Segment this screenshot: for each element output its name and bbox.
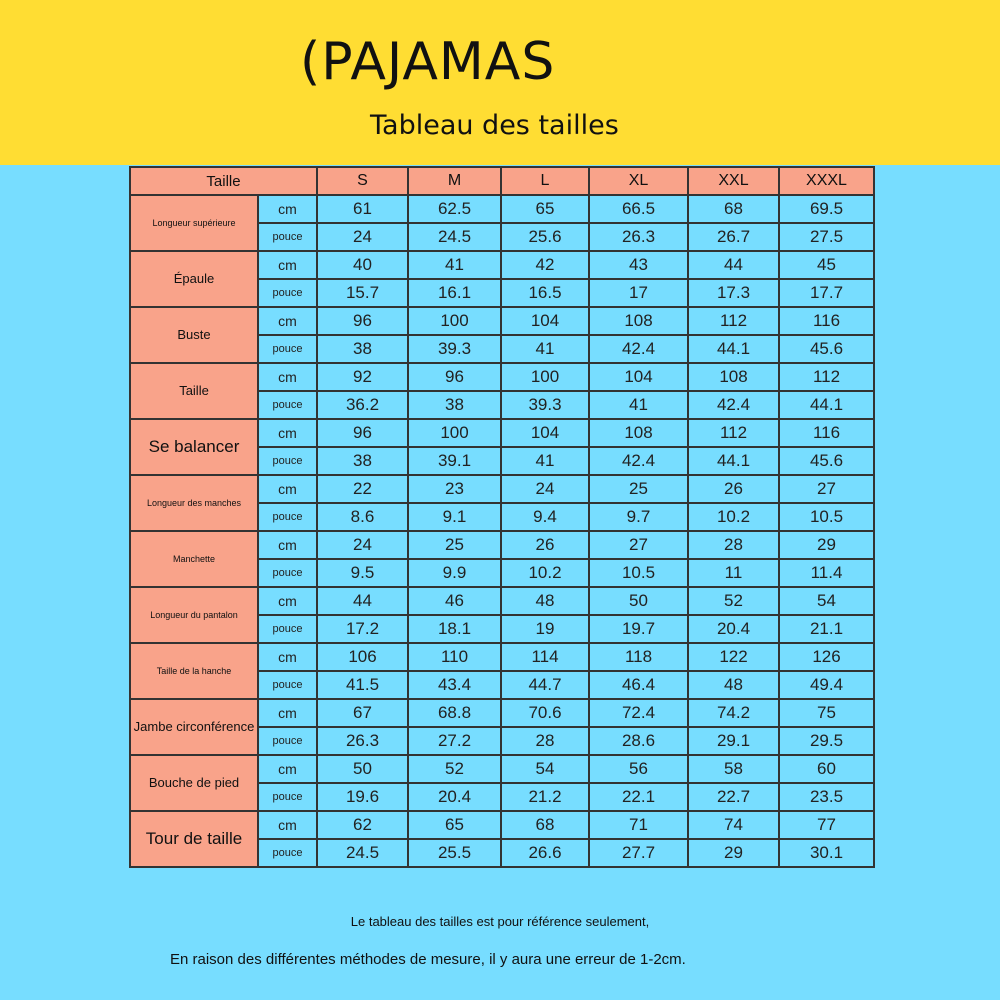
value-cell: 27.2 (408, 727, 501, 755)
value-cell: 96 (317, 307, 408, 335)
size-header: XL (589, 167, 688, 195)
value-cell: 22 (317, 475, 408, 503)
size-header: L (501, 167, 589, 195)
value-cell: 61 (317, 195, 408, 223)
value-cell: 108 (589, 307, 688, 335)
value-cell: 25.5 (408, 839, 501, 867)
table-row (130, 195, 874, 223)
unit-label: cm (258, 699, 317, 727)
value-cell: 22.7 (688, 783, 779, 811)
value-cell: 104 (501, 419, 589, 447)
measurement-label: Tour de taille (130, 811, 258, 867)
table-header-row (130, 167, 874, 195)
table-row (130, 475, 874, 503)
value-cell: 65 (408, 811, 501, 839)
unit-label: pouce (258, 503, 317, 531)
value-cell: 9.7 (589, 503, 688, 531)
value-cell: 43 (589, 251, 688, 279)
value-cell: 122 (688, 643, 779, 671)
value-cell: 44.1 (688, 335, 779, 363)
value-cell: 11.4 (779, 559, 874, 587)
value-cell: 70.6 (501, 699, 589, 727)
measurement-label: Se balancer (130, 419, 258, 475)
table-row (130, 755, 874, 783)
value-cell: 17 (589, 279, 688, 307)
value-cell: 19 (501, 615, 589, 643)
value-cell: 104 (589, 363, 688, 391)
value-cell: 58 (688, 755, 779, 783)
unit-label: cm (258, 251, 317, 279)
unit-label: cm (258, 419, 317, 447)
value-cell: 24 (317, 223, 408, 251)
value-cell: 30.1 (779, 839, 874, 867)
value-cell: 50 (589, 587, 688, 615)
page-subtitle: Tableau des tailles (370, 110, 619, 141)
size-header: XXXL (779, 167, 874, 195)
value-cell: 118 (589, 643, 688, 671)
value-cell: 29.1 (688, 727, 779, 755)
value-cell: 24.5 (408, 223, 501, 251)
value-cell: 39.3 (501, 391, 589, 419)
table-row (130, 251, 874, 279)
value-cell: 38 (408, 391, 501, 419)
table-row (130, 587, 874, 615)
unit-label: pouce (258, 223, 317, 251)
value-cell: 11 (688, 559, 779, 587)
unit-label: cm (258, 811, 317, 839)
table-row (130, 699, 874, 727)
value-cell: 65 (501, 195, 589, 223)
value-cell: 54 (501, 755, 589, 783)
value-cell: 41 (589, 391, 688, 419)
value-cell: 9.5 (317, 559, 408, 587)
unit-label: pouce (258, 727, 317, 755)
value-cell: 10.5 (589, 559, 688, 587)
value-cell: 112 (779, 363, 874, 391)
value-cell: 29.5 (779, 727, 874, 755)
value-cell: 100 (408, 419, 501, 447)
value-cell: 45 (779, 251, 874, 279)
value-cell: 44.7 (501, 671, 589, 699)
value-cell: 29 (688, 839, 779, 867)
unit-label: cm (258, 307, 317, 335)
value-cell: 9.4 (501, 503, 589, 531)
value-cell: 46.4 (589, 671, 688, 699)
measurement-label: Manchette (130, 531, 258, 587)
value-cell: 26.7 (688, 223, 779, 251)
value-cell: 108 (589, 419, 688, 447)
value-cell: 40 (317, 251, 408, 279)
unit-label: pouce (258, 335, 317, 363)
value-cell: 17.2 (317, 615, 408, 643)
value-cell: 114 (501, 643, 589, 671)
value-cell: 27 (589, 531, 688, 559)
measurement-label: Taille (130, 363, 258, 419)
value-cell: 42.4 (589, 447, 688, 475)
value-cell: 48 (688, 671, 779, 699)
value-cell: 15.7 (317, 279, 408, 307)
value-cell: 26 (688, 475, 779, 503)
value-cell: 25.6 (501, 223, 589, 251)
value-cell: 69.5 (779, 195, 874, 223)
value-cell: 49.4 (779, 671, 874, 699)
value-cell: 45.6 (779, 335, 874, 363)
value-cell: 9.9 (408, 559, 501, 587)
value-cell: 24 (501, 475, 589, 503)
unit-label: cm (258, 755, 317, 783)
measurement-label: Jambe circonférence (130, 699, 258, 755)
value-cell: 44 (317, 587, 408, 615)
value-cell: 50 (317, 755, 408, 783)
unit-label: pouce (258, 447, 317, 475)
value-cell: 68 (501, 811, 589, 839)
table-row (130, 419, 874, 447)
value-cell: 112 (688, 307, 779, 335)
value-cell: 28 (688, 531, 779, 559)
value-cell: 126 (779, 643, 874, 671)
value-cell: 20.4 (688, 615, 779, 643)
value-cell: 45.6 (779, 447, 874, 475)
value-cell: 48 (501, 587, 589, 615)
value-cell: 41.5 (317, 671, 408, 699)
value-cell: 68.8 (408, 699, 501, 727)
value-cell: 112 (688, 419, 779, 447)
value-cell: 42.4 (688, 391, 779, 419)
value-cell: 68 (688, 195, 779, 223)
value-cell: 41 (408, 251, 501, 279)
unit-label: pouce (258, 615, 317, 643)
unit-label: pouce (258, 783, 317, 811)
footer-note-error: En raison des différentes méthodes de mesure, il y aura une erreur de 1-2cm. (170, 951, 686, 968)
table-row (130, 307, 874, 335)
table-row (130, 363, 874, 391)
value-cell: 27.7 (589, 839, 688, 867)
unit-label: cm (258, 587, 317, 615)
unit-label: pouce (258, 559, 317, 587)
unit-label: pouce (258, 671, 317, 699)
value-cell: 23.5 (779, 783, 874, 811)
size-header: S (317, 167, 408, 195)
unit-label: cm (258, 363, 317, 391)
value-cell: 56 (589, 755, 688, 783)
value-cell: 8.6 (317, 503, 408, 531)
unit-label: cm (258, 531, 317, 559)
value-cell: 106 (317, 643, 408, 671)
value-cell: 29 (779, 531, 874, 559)
unit-label: cm (258, 195, 317, 223)
measurement-label: Bouche de pied (130, 755, 258, 811)
value-cell: 104 (501, 307, 589, 335)
measurement-label: Buste (130, 307, 258, 363)
value-cell: 62.5 (408, 195, 501, 223)
value-cell: 16.1 (408, 279, 501, 307)
size-header: M (408, 167, 501, 195)
value-cell: 24.5 (317, 839, 408, 867)
value-cell: 16.5 (501, 279, 589, 307)
value-cell: 22.1 (589, 783, 688, 811)
value-cell: 10.2 (501, 559, 589, 587)
value-cell: 96 (317, 419, 408, 447)
value-cell: 44.1 (779, 391, 874, 419)
value-cell: 10.2 (688, 503, 779, 531)
value-cell: 110 (408, 643, 501, 671)
value-cell: 46 (408, 587, 501, 615)
corner-header: Taille (130, 167, 317, 195)
value-cell: 9.1 (408, 503, 501, 531)
value-cell: 44 (688, 251, 779, 279)
page-title: (PAJAMAS (300, 32, 556, 92)
value-cell: 43.4 (408, 671, 501, 699)
measurement-label: Épaule (130, 251, 258, 307)
value-cell: 19.7 (589, 615, 688, 643)
value-cell: 10.5 (779, 503, 874, 531)
value-cell: 23 (408, 475, 501, 503)
value-cell: 24 (317, 531, 408, 559)
value-cell: 19.6 (317, 783, 408, 811)
value-cell: 62 (317, 811, 408, 839)
value-cell: 60 (779, 755, 874, 783)
value-cell: 39.3 (408, 335, 501, 363)
value-cell: 42.4 (589, 335, 688, 363)
value-cell: 25 (408, 531, 501, 559)
value-cell: 44.1 (688, 447, 779, 475)
value-cell: 28 (501, 727, 589, 755)
value-cell: 52 (688, 587, 779, 615)
value-cell: 116 (779, 419, 874, 447)
value-cell: 75 (779, 699, 874, 727)
measurement-label: Longueur des manches (130, 475, 258, 531)
table-row (130, 531, 874, 559)
value-cell: 17.7 (779, 279, 874, 307)
value-cell: 26.3 (317, 727, 408, 755)
value-cell: 21.2 (501, 783, 589, 811)
value-cell: 74 (688, 811, 779, 839)
value-cell: 108 (688, 363, 779, 391)
value-cell: 21.1 (779, 615, 874, 643)
value-cell: 39.1 (408, 447, 501, 475)
value-cell: 67 (317, 699, 408, 727)
value-cell: 100 (501, 363, 589, 391)
size-chart-table (129, 166, 875, 868)
unit-label: pouce (258, 391, 317, 419)
value-cell: 52 (408, 755, 501, 783)
table-row (130, 811, 874, 839)
value-cell: 26.6 (501, 839, 589, 867)
value-cell: 28.6 (589, 727, 688, 755)
value-cell: 42 (501, 251, 589, 279)
value-cell: 17.3 (688, 279, 779, 307)
table-row (130, 643, 874, 671)
value-cell: 26.3 (589, 223, 688, 251)
value-cell: 26 (501, 531, 589, 559)
value-cell: 71 (589, 811, 688, 839)
value-cell: 41 (501, 335, 589, 363)
value-cell: 41 (501, 447, 589, 475)
value-cell: 25 (589, 475, 688, 503)
value-cell: 96 (408, 363, 501, 391)
measurement-label: Longueur du pantalon (130, 587, 258, 643)
value-cell: 72.4 (589, 699, 688, 727)
value-cell: 66.5 (589, 195, 688, 223)
value-cell: 54 (779, 587, 874, 615)
measurement-label: Longueur supérieure (130, 195, 258, 251)
unit-label: cm (258, 475, 317, 503)
unit-label: pouce (258, 279, 317, 307)
value-cell: 27 (779, 475, 874, 503)
value-cell: 38 (317, 335, 408, 363)
value-cell: 36.2 (317, 391, 408, 419)
value-cell: 116 (779, 307, 874, 335)
value-cell: 92 (317, 363, 408, 391)
size-header: XXL (688, 167, 779, 195)
footer-note-reference: Le tableau des tailles est pour référence seulement, (350, 914, 650, 929)
value-cell: 77 (779, 811, 874, 839)
value-cell: 100 (408, 307, 501, 335)
value-cell: 18.1 (408, 615, 501, 643)
value-cell: 20.4 (408, 783, 501, 811)
value-cell: 38 (317, 447, 408, 475)
value-cell: 74.2 (688, 699, 779, 727)
unit-label: cm (258, 643, 317, 671)
measurement-label: Taille de la hanche (130, 643, 258, 699)
value-cell: 27.5 (779, 223, 874, 251)
unit-label: pouce (258, 839, 317, 867)
